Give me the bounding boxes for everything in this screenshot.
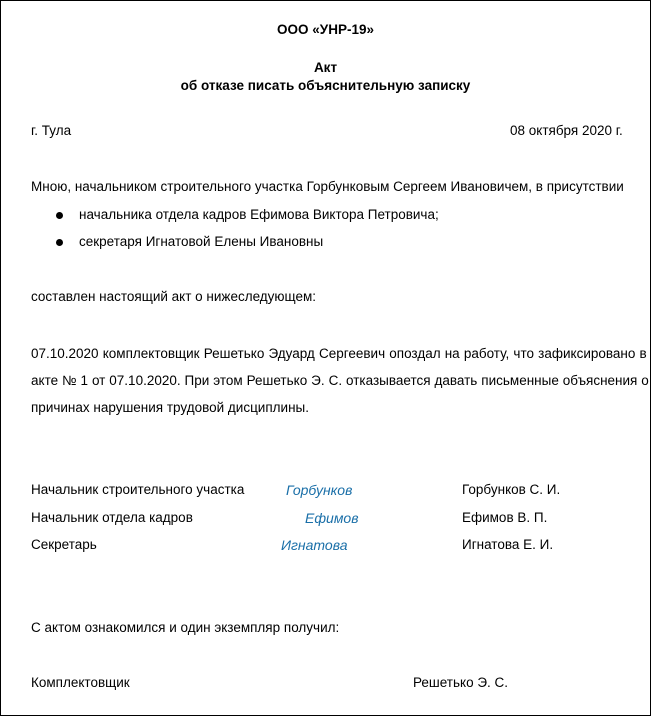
acknowledger-position: Комплектовщик: [31, 675, 130, 690]
acknowledger-name: Решетько Э. С.: [413, 675, 509, 690]
signer-name: Игнатова Е. И.: [462, 537, 554, 552]
doc-subtitle: об отказе писать объяснительную записку: [180, 78, 471, 93]
body-line: акте № 1 от 07.10.2020. При этом Решетько Э. С. отказывается давать письменные объяснения о: [31, 373, 649, 388]
witness-item: секретаря Игнатовой Елены Ивановны: [79, 234, 324, 249]
intro-line: Мною, начальником строительного участка Горбунковым Сергеем Ивановичем, в присутствии: [31, 179, 624, 194]
handwritten-signature: Игнатова: [281, 537, 348, 553]
handwritten-signature: Горбунков: [286, 482, 353, 498]
doc-title: Акт: [313, 60, 338, 75]
bullet-icon: [56, 239, 63, 246]
signer-position: Начальник строительного участка: [31, 482, 245, 497]
handwritten-signature: Ефимов: [305, 510, 359, 526]
signer-position: Начальник отдела кадров: [31, 510, 193, 525]
signer-position: Секретарь: [31, 537, 97, 552]
bullet-icon: [56, 212, 63, 219]
signer-name: Горбунков С. И.: [462, 482, 561, 497]
witness-item: начальника отдела кадров Ефимова Виктора Петровича;: [79, 207, 439, 222]
statement: составлен настоящий акт о нижеследующем:: [31, 289, 317, 304]
org-name: ООО «УНР-19»: [277, 22, 374, 37]
acknowledgement-text: С актом ознакомился и один экземпляр получил:: [31, 620, 340, 635]
signer-name: Ефимов В. П.: [462, 510, 548, 525]
city: г. Тула: [31, 123, 72, 138]
doc-date: 08 октября 2020 г.: [510, 123, 623, 138]
body-line: причинах нарушения трудовой дисциплины.: [31, 400, 309, 415]
body-line: 07.10.2020 комплектовщик Решетько Эдуард Сергеевич опоздал на работу, что зафиксировано в: [31, 346, 647, 361]
